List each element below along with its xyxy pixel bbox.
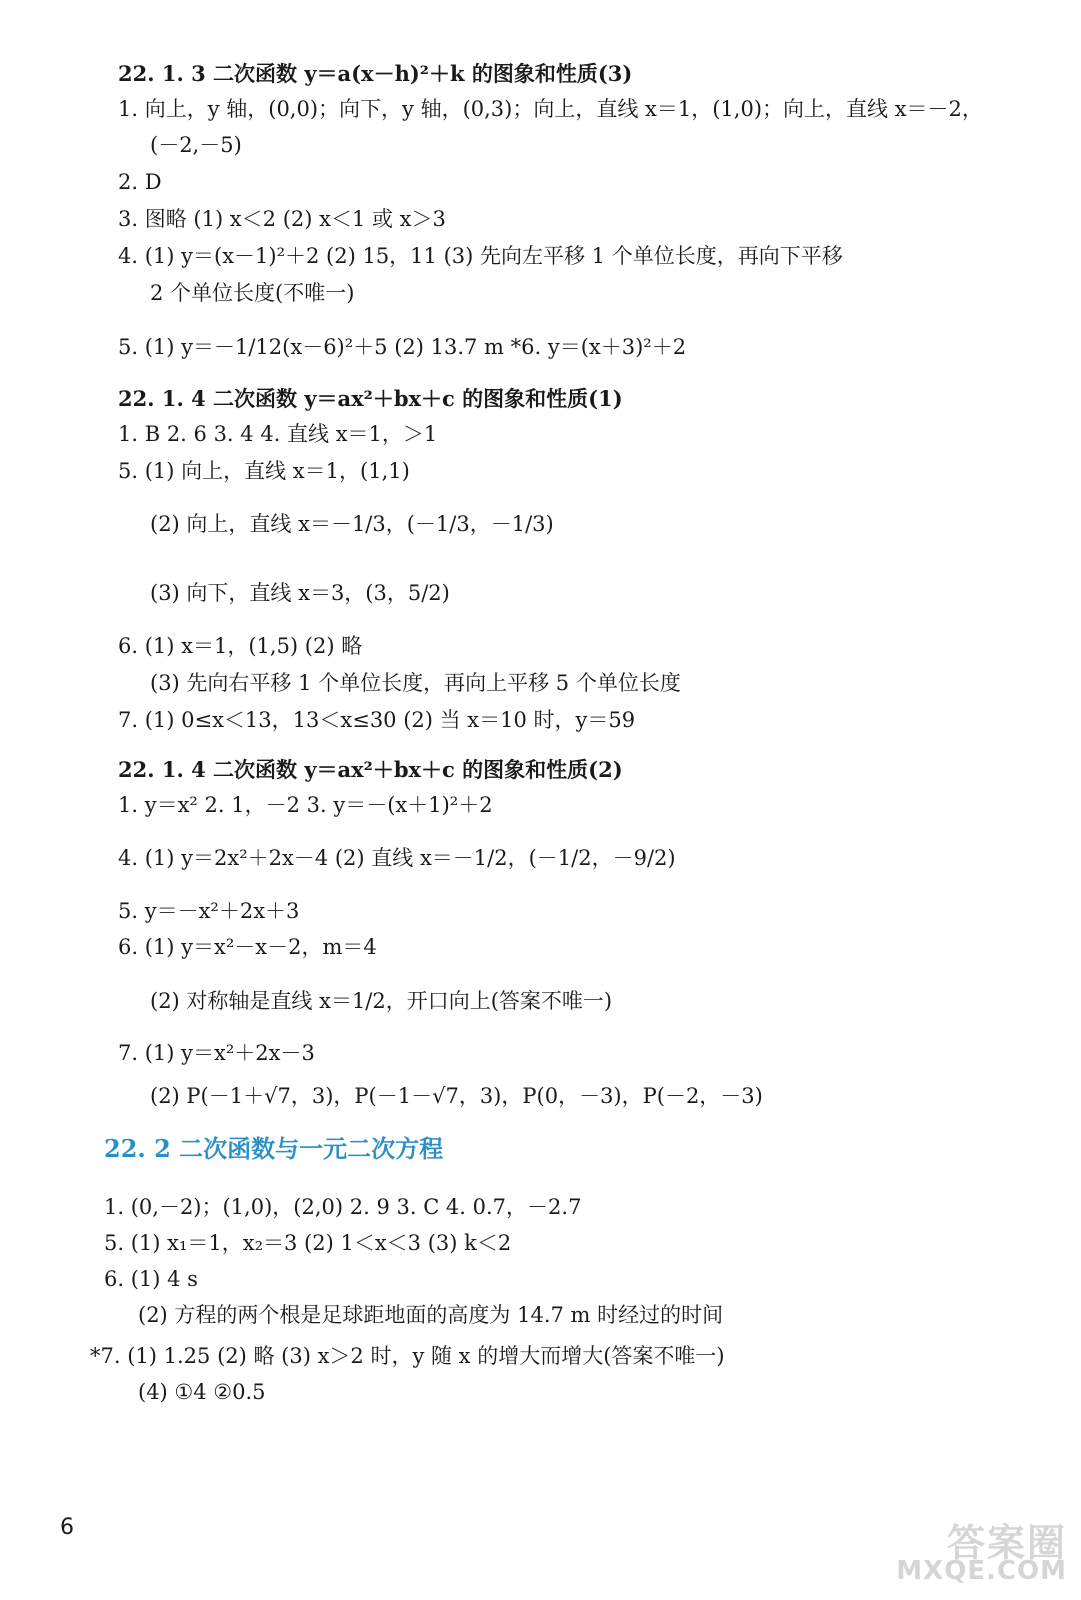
watermark-logo <box>896 1512 1073 1592</box>
answer-line: 5. y＝－x²＋2x＋3 <box>118 899 300 923</box>
section-heading: 22. 2 二次函数与一元二次方程 <box>104 1134 444 1163</box>
watermark-url: MXQE.COM <box>896 1556 1067 1586</box>
answer-line: 6. (1) x＝1，(1,5) (2) 略 <box>118 634 363 658</box>
answer-line: 3. 图略 (1) x＜2 (2) x＜1 或 x＞3 <box>118 207 446 231</box>
answer-line: (2) 向上，直线 x＝－1/3，(－1/3，－1/3) <box>150 512 554 536</box>
section-heading: 22. 1. 3 二次函数 y＝a(x－h)²＋k 的图象和性质(3) <box>118 61 633 86</box>
answer-line: 1. 向上，y 轴，(0,0)；向下，y 轴，(0,3)；向上，直线 x＝1，(1,0)；向上，直线 x＝－2， <box>118 97 983 121</box>
answer-line: 4. (1) y＝(x－1)²＋2 (2) 15，11 (3) 先向左平移 1 个单位长度，再向下平移 <box>118 244 843 268</box>
page-number: 6 <box>60 1515 74 1540</box>
answer-line: 5. (1) x₁＝1，x₂＝3 (2) 1＜x＜3 (3) k＜2 <box>104 1231 512 1255</box>
answer-line: 4. (1) y＝2x²＋2x－4 (2) 直线 x＝－1/2，(－1/2，－9/2) <box>118 846 676 870</box>
answer-line: (－2,－5) <box>150 133 242 157</box>
answer-line: *7. (1) 1.25 (2) 略 (3) x＞2 时，y 随 x 的增大而增大(答案不唯一) <box>90 1344 725 1368</box>
answer-line: 6. (1) y＝x²－x－2，m＝4 <box>118 935 377 959</box>
answer-line: (2) 对称轴是直线 x＝1/2，开口向上(答案不唯一) <box>150 989 613 1013</box>
answer-line: 1. (0,－2)；(1,0)，(2,0) 2. 9 3. C 4. 0.7，－2.7 <box>104 1195 582 1219</box>
answer-line: 6. (1) 4 s <box>104 1267 198 1291</box>
answer-line: 1. B 2. 6 3. 4 4. 直线 x＝1，＞1 <box>118 422 438 446</box>
answer-line: (3) 先向右平移 1 个单位长度，再向上平移 5 个单位长度 <box>150 671 681 695</box>
watermark-text: 答案圈 <box>946 1521 1067 1565</box>
answer-line: (4) ①4 ②0.5 <box>138 1380 266 1404</box>
section-heading: 22. 1. 4 二次函数 y＝ax²＋bx＋c 的图象和性质(2) <box>118 757 623 782</box>
answer-line: 5. (1) 向上，直线 x＝1，(1,1) <box>118 459 410 483</box>
answer-line: (3) 向下，直线 x＝3，(3，5/2) <box>150 581 450 605</box>
answer-line: 7. (1) 0≤x＜13，13＜x≤30 (2) 当 x＝10 时，y＝59 <box>118 708 636 732</box>
answer-line: (2) P(－1＋√7，3)，P(－1－√7，3)，P(0，－3)，P(－2，－3) <box>150 1084 763 1108</box>
answer-line: (2) 方程的两个根是足球距地面的高度为 14.7 m 时经过的时间 <box>138 1303 724 1327</box>
answer-line: 7. (1) y＝x²＋2x－3 <box>118 1041 315 1065</box>
answer-line: 1. y＝x² 2. 1，－2 3. y＝－(x＋1)²＋2 <box>118 793 493 817</box>
answer-line: 2. D <box>118 170 162 194</box>
section-heading: 22. 1. 4 二次函数 y＝ax²＋bx＋c 的图象和性质(1) <box>118 386 623 411</box>
answer-line: 5. (1) y＝－1/12(x－6)²＋5 (2) 13.7 m *6. y＝(x＋3)²＋2 <box>118 335 687 359</box>
answer-line: 2 个单位长度(不唯一) <box>150 281 355 305</box>
